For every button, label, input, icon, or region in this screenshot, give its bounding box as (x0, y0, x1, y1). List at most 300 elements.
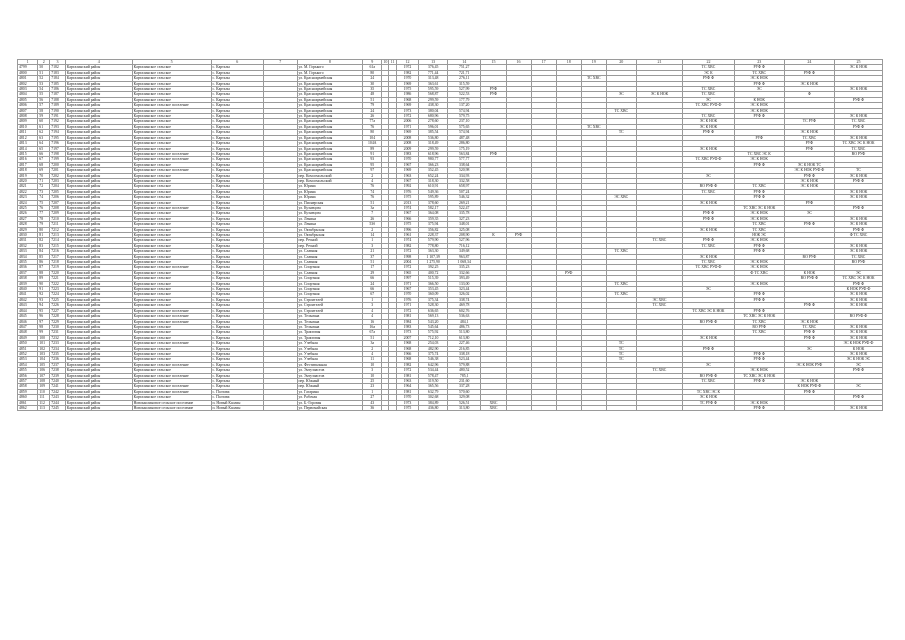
table-cell: 7221 (50, 276, 66, 281)
table-cell: 7200 (50, 162, 66, 167)
column-header: 6 (211, 60, 264, 65)
table-cell: 104 (38, 357, 50, 362)
table-cell: ул. Красноармейская (297, 76, 363, 81)
table-cell: 68 (38, 162, 50, 167)
table-cell: 108 (38, 378, 50, 383)
table-cell: ТС ХВС ЭС К НОК (734, 205, 784, 210)
table-cell: Карталинский район (65, 341, 132, 346)
table-cell: 48 (363, 92, 382, 97)
table-cell: Карталинское сельское (132, 287, 211, 292)
table-cell: Карталинский район (65, 189, 132, 194)
table-cell: 1 068,34 (447, 260, 480, 265)
table-cell: ЭС К НОК (683, 119, 734, 124)
table-cell: 58 (38, 108, 50, 113)
table-cell: 522,47 (447, 205, 480, 210)
table-cell: 480,52 (447, 368, 480, 373)
table-cell: 315,59 (447, 81, 480, 86)
table-cell: ЭС К НОК (834, 406, 882, 411)
table-cell: ул. Кузнецова (297, 211, 363, 216)
table-cell: 578,47 (419, 373, 448, 378)
table-cell: 137,20 (447, 103, 480, 108)
table-cell: Карталинский район (65, 114, 132, 119)
table-cell: 89 (38, 276, 50, 281)
table-cell: 526,51 (447, 400, 480, 405)
table-cell: 269,21 (447, 200, 480, 205)
table-cell: 4825 (18, 205, 38, 210)
table-cell: ВО РУФ (734, 324, 784, 329)
table-cell: РУФ Ф (734, 114, 784, 119)
table-cell: 59 (38, 114, 50, 119)
table-cell: Карталинский район (65, 351, 132, 356)
table-cell: 2007 (396, 335, 419, 340)
table-cell: с. Карталы (211, 119, 264, 124)
table-cell: 4860 (18, 395, 38, 400)
table-cell: 133,00 (447, 281, 480, 286)
table-cell: Карталинское сельское поселение (132, 265, 211, 270)
table-cell: Карталинское сельское (132, 368, 211, 373)
table-cell: Карталинское сельское (132, 119, 211, 124)
table-cell: 95 (363, 162, 382, 167)
table-cell: ул. Юрина (297, 184, 363, 189)
table-cell: ЭС К НОК (834, 330, 882, 335)
table-cell: ЭС К НОК (834, 297, 882, 302)
table-cell: Карталинский район (65, 103, 132, 108)
table-cell: 7225 (50, 297, 66, 302)
table-cell: РУФ (481, 92, 506, 97)
table-cell: ЭС К НОК (834, 292, 882, 297)
table-cell: с. Карталы (211, 87, 264, 92)
table-cell: ВО РУФ Ф (683, 319, 734, 324)
table-cell: ЭС (834, 362, 882, 367)
table-cell: ул. Спортная (297, 287, 363, 292)
table-cell: 527,96 (447, 238, 480, 243)
table-cell: 4803 (18, 87, 38, 92)
table-cell: 4 (363, 351, 382, 356)
table-cell: с. Карталы (211, 146, 264, 151)
table-cell: ул. Красноармейская (297, 119, 363, 124)
table-cell: 7203 (50, 178, 66, 183)
table-cell: Карталинское сельское (132, 216, 211, 221)
table-cell: ЭС К НОК (683, 395, 734, 400)
table-cell: Карталинский район (65, 168, 132, 173)
table-cell: Карталинское сельское (132, 87, 211, 92)
table-cell: Карталинский район (65, 303, 132, 308)
table-cell: пер. Южный (297, 384, 363, 389)
table-cell: 4827 (18, 216, 38, 221)
table-cell: РУФ Ф (683, 216, 734, 221)
table-cell: с. Карталы (211, 141, 264, 146)
table-cell: 4813 (18, 141, 38, 146)
table-cell: 55 (38, 92, 50, 97)
table-cell: РУФ Ф (834, 281, 882, 286)
table-cell: ул. Красноармейская (297, 114, 363, 119)
table-cell: 337,28 (447, 384, 480, 389)
table-cell: 7236 (50, 357, 66, 362)
table-cell: 4855 (18, 368, 38, 373)
table-cell: Карталинский район (65, 384, 132, 389)
table-cell: ЭС К НОК РУФ (784, 362, 834, 367)
table-cell: с. Карталы (211, 330, 264, 335)
table-cell: 7190 (50, 108, 66, 113)
table-cell: ЭС К НОК РУФ Ф (784, 168, 834, 173)
table-cell: Карталинский район (65, 281, 132, 286)
table-cell: Карталинский район (65, 146, 132, 151)
table-cell: 7182 (50, 65, 66, 70)
table-cell: 4850 (18, 341, 38, 346)
table-cell: ул. Учебная (297, 351, 363, 356)
table-cell: 7241 (50, 384, 66, 389)
table-cell: Ф ТС ХВС (734, 270, 784, 275)
table-cell: ул. Пионерская (297, 200, 363, 205)
table-cell: ТС ХВС ЭС К (683, 389, 734, 394)
table-cell: 392,25 (419, 265, 448, 270)
table-cell: Карталинское сельское (132, 243, 211, 248)
table-cell: 86 (38, 260, 50, 265)
table-cell: с. Карталы (211, 233, 264, 238)
table-cell: 69 (38, 168, 50, 173)
table-cell: ТС РУФ Ф (683, 400, 734, 405)
table-cell (784, 406, 834, 411)
table-cell: 64 (38, 141, 50, 146)
table-cell: ТС ХВС (606, 108, 636, 113)
table-cell: 35 (363, 87, 382, 92)
table-cell: 25 (363, 378, 382, 383)
table-cell: ТС ХВС ЭС К НОК (734, 373, 784, 378)
table-cell: с. Карталы (211, 114, 264, 119)
table-cell: РУФ Ф (834, 178, 882, 183)
table-cell: ТС ХВС (606, 292, 636, 297)
table-cell: ул. Красноармейская (297, 130, 363, 135)
table-cell: 7210 (50, 216, 66, 221)
table-cell: 4853 (18, 357, 38, 362)
table-cell: 1981 (396, 373, 419, 378)
table-cell: ТС ХВС (683, 243, 734, 248)
table-cell: РУФ Ф (734, 357, 784, 362)
column-header: 13 (419, 60, 448, 65)
table-cell: Карталинское сельское (132, 92, 211, 97)
table-cell: п. Новый Каолин (211, 406, 264, 411)
table-cell: Карталинское сельское (132, 346, 211, 351)
table-cell: 7219 (50, 265, 66, 270)
table-cell: ЭС К НОК (834, 87, 882, 92)
table-cell (531, 406, 556, 411)
table-cell: 11 (363, 357, 382, 362)
table-cell: 4826 (18, 211, 38, 216)
table-cell: РУФ (784, 200, 834, 205)
table-cell: 1998 (396, 254, 419, 259)
table-cell: 85 (38, 254, 50, 259)
table-cell: 17 (363, 265, 382, 270)
table-cell: РУФ Ф (784, 222, 834, 227)
table-cell: 112 (38, 400, 50, 405)
table-cell: ЭС К НОК (784, 178, 834, 183)
table-cell: 4835 (18, 260, 38, 265)
table-cell: 610,91 (419, 184, 448, 189)
table-cell: 384,89 (419, 400, 448, 405)
table-cell: 980,77 (419, 157, 448, 162)
table-cell: К НОК (784, 270, 834, 275)
table-row (18, 406, 883, 411)
table-cell: с. Карталы (211, 308, 264, 313)
table-cell: Карталинский район (65, 205, 132, 210)
table-cell: 54 (38, 87, 50, 92)
table-cell: Карталинское сельское (132, 227, 211, 232)
table-cell: 4848 (18, 330, 38, 335)
table-cell: 7195 (50, 135, 66, 140)
table-cell: Карталинское сельское поселение (132, 341, 211, 346)
table-cell: 4851 (18, 346, 38, 351)
table-cell: ТС ХВС (784, 135, 834, 140)
table-cell: РУФ (556, 270, 581, 275)
column-header: 12 (396, 60, 419, 65)
table-cell: 3а (363, 205, 382, 210)
table-cell: 338,74 (447, 297, 480, 302)
table-cell: ул. Спортная (297, 281, 363, 286)
table-cell: Карталинский район (65, 319, 132, 324)
table-cell: ХВС (481, 400, 506, 405)
table-cell: 785,1 (447, 373, 480, 378)
table-cell: ЭС К НОК (734, 281, 784, 286)
table-cell: 1997 (396, 276, 419, 281)
table-cell: 1966 (396, 216, 419, 221)
table-cell: с. Карталы (211, 184, 264, 189)
table-cell (581, 406, 606, 411)
table-cell: ТС ХВС ЭС К НОК (683, 308, 734, 313)
table-cell (606, 406, 636, 411)
table-cell: с. Карталы (211, 346, 264, 351)
table-cell: РУФ Ф (834, 227, 882, 232)
table-cell: с. Карталы (211, 108, 264, 113)
table-cell: ул. Тельмана (297, 319, 363, 324)
table-cell: ЭС К НОК (834, 222, 882, 227)
table-cell: 7216 (50, 249, 66, 254)
table-cell: Карталинский район (65, 119, 132, 124)
table-cell: 7235 (50, 351, 66, 356)
table-cell: ТС ХВС (636, 303, 683, 308)
table-cell: 582,17 (419, 205, 448, 210)
table-cell: Карталинский район (65, 233, 132, 238)
table-cell: с. Карталы (211, 362, 264, 367)
table-cell: с. Карталы (211, 373, 264, 378)
table-cell: 1968 (396, 97, 419, 102)
table-cell: 327,23 (447, 216, 480, 221)
table-cell: 4804 (18, 92, 38, 97)
table-cell: ул. Славная (297, 260, 363, 265)
table-cell: 1973 (396, 108, 419, 113)
table-cell: ЭС К НОК (834, 173, 882, 178)
table-cell: РУФ (784, 141, 834, 146)
table-cell: 313,80 (447, 406, 480, 411)
table-cell: 486,73 (447, 324, 480, 329)
table-cell: 543,20 (419, 319, 448, 324)
table-cell: Карталинское сельское поселение (132, 157, 211, 162)
table-cell: 106 (38, 368, 50, 373)
table-cell: ул. Ленина (297, 216, 363, 221)
table-cell: ЭС К НОК (834, 65, 882, 70)
table-cell: ЭС К НОК (784, 184, 834, 189)
table-cell: 7193 (50, 124, 66, 129)
table-cell: Карталинское сельское (132, 238, 211, 243)
table-cell: 356,82 (419, 227, 448, 232)
table-cell: 66 (38, 151, 50, 156)
table-cell: 318,49 (419, 141, 448, 146)
table-cell: К НОК РУФ Ф (784, 384, 834, 389)
table-cell: с. Карталы (211, 297, 264, 302)
table-cell: 7240 (50, 378, 66, 383)
table-cell: Новокаолиновое сельское поселение (132, 406, 211, 411)
table-cell: 104 (363, 135, 382, 140)
table-cell: Карталинский район (65, 260, 132, 265)
table-cell: 569,13 (419, 314, 448, 319)
table-cell: 546,38 (419, 357, 448, 362)
table-cell: Карталинский район (65, 200, 132, 205)
table-cell: ул. Трактовая (297, 330, 363, 335)
table-cell: 16 (363, 319, 382, 324)
table-cell: 523,44 (447, 357, 480, 362)
table-cell: 4841 (18, 292, 38, 297)
table-cell: 1971 (396, 124, 419, 129)
table-cell: Карталинский район (65, 308, 132, 313)
table-cell: с. Карталы (211, 189, 264, 194)
table-cell: Карталинское сельское поселение (132, 103, 211, 108)
table-cell: пер. Речной (297, 238, 363, 243)
table-cell: РУФ Ф (834, 368, 882, 373)
table-cell: 546,32 (447, 195, 480, 200)
table-cell: 4799 (18, 65, 38, 70)
table-cell: с. Карталы (211, 168, 264, 173)
table-cell: 2006 (396, 119, 419, 124)
table-cell: ул. Славная (297, 249, 363, 254)
table-cell: с. Карталы (211, 265, 264, 270)
table-cell: Карталинское сельское (132, 130, 211, 135)
table-cell: Карталинский район (65, 173, 132, 178)
table-cell: 522,53 (447, 92, 480, 97)
table-cell: Карталинский район (65, 124, 132, 129)
table-cell: РУФ (481, 87, 506, 92)
table-cell: Карталинское сельское (132, 141, 211, 146)
table-cell (264, 406, 297, 411)
table-cell: 7213 (50, 233, 66, 238)
table-cell: Карталинское сельское (132, 108, 211, 113)
table-cell: ЭС К НОК (683, 254, 734, 259)
table-cell: Карталинское сельское (132, 324, 211, 329)
table-cell: 4857 (18, 378, 38, 383)
table-cell: 4849 (18, 335, 38, 340)
table-cell: 77 (38, 211, 50, 216)
table-cell: Карталинский район (65, 249, 132, 254)
table-cell: НОК ЭС (734, 233, 784, 238)
table-cell: Карталинский район (65, 324, 132, 329)
table-cell: 602,76 (447, 308, 480, 313)
table-cell: ЭС К НОК ЭС (834, 357, 882, 362)
table-cell: 7228 (50, 314, 66, 319)
table-cell: 1968 (396, 357, 419, 362)
table-cell: 7243 (50, 395, 66, 400)
table-cell: 7198 (50, 151, 66, 156)
table-cell: РУФ Ф (784, 330, 834, 335)
table-cell: ЭС К НОК (834, 195, 882, 200)
table-cell: 7212 (50, 227, 66, 232)
table-cell: ЭС К НОК (734, 157, 784, 162)
table-cell: Карталинский район (65, 162, 132, 167)
table-cell: Карталинский район (65, 406, 132, 411)
table-cell: ул. Красноармейская (297, 157, 363, 162)
table-cell: 549,36 (419, 189, 448, 194)
table-cell: 4823 (18, 195, 38, 200)
table-cell: 1 107,39 (419, 254, 448, 259)
table-cell: ул. Славная (297, 254, 363, 259)
table-cell: Карталинский район (65, 184, 132, 189)
table-cell: Карталинское сельское (132, 124, 211, 129)
table-cell: 7189 (50, 103, 66, 108)
table-cell: 4844 (18, 308, 38, 313)
table-cell: ТС ХВС (636, 368, 683, 373)
table-cell: Карталинское сельское (132, 303, 211, 308)
table-cell: 712,10 (419, 335, 448, 340)
table-cell: 1 275,90 (419, 260, 448, 265)
table-cell: Карталинское сельское (132, 292, 211, 297)
table-cell: ЭС К НОК (734, 103, 784, 108)
table-cell: ЭС К НОК (834, 216, 882, 221)
table-cell: с. Карталы (211, 97, 264, 102)
column-header: 21 (636, 60, 683, 65)
table-cell: 65 (38, 146, 50, 151)
table-cell: 376,45 (419, 65, 448, 70)
table-cell: Карталинское сельское (132, 357, 211, 362)
table-cell (506, 406, 531, 411)
table-cell: 1967 (396, 287, 419, 292)
table-cell: 302,68 (419, 395, 448, 400)
table-cell: ЭС (683, 173, 734, 178)
table-cell: 778,80 (419, 243, 448, 248)
table-cell: 4 (363, 314, 382, 319)
table-cell: 1984 (396, 319, 419, 324)
table-cell: 595,59 (419, 87, 448, 92)
table-cell: РУФ Ф (784, 335, 834, 340)
table-cell: 51 (363, 335, 382, 340)
table-cell: ЭС К НОК (683, 124, 734, 129)
table-cell: ЭС (683, 287, 734, 292)
table-cell: ТС ХВС (734, 227, 784, 232)
table-cell: Карталинское сельское (132, 195, 211, 200)
table-cell: ул. Б.-Горовая (297, 400, 363, 405)
table-cell: 352,45 (419, 168, 448, 173)
table-cell: 1972 (396, 265, 419, 270)
table-cell: 254,03 (419, 341, 448, 346)
table-cell: 513,80 (447, 330, 480, 335)
table-cell: 332,58 (447, 178, 480, 183)
table-cell: 963,87 (447, 254, 480, 259)
table-cell: ТС ХВС (683, 114, 734, 119)
table-cell: ВО РУФ Ф (683, 373, 734, 378)
table-cell: 771,44 (419, 70, 448, 75)
table-cell: 1981 (396, 389, 419, 394)
table-cell: 4842 (18, 297, 38, 302)
table-cell: 7224 (50, 292, 66, 297)
table-cell: с. Карталы (211, 195, 264, 200)
table-cell: 10 (363, 373, 382, 378)
table-cell: 7186 (50, 87, 66, 92)
table-cell: 7234 (50, 346, 66, 351)
table-cell: с. Карталы (211, 314, 264, 319)
table-cell: 7206 (50, 195, 66, 200)
table-cell: ул. Спортная (297, 292, 363, 297)
table-cell: ул. Красноармейская (297, 141, 363, 146)
column-header: 22 (683, 60, 734, 65)
table-cell: ТС ХВС (683, 260, 734, 265)
table-cell: 1967 (396, 178, 419, 183)
table-cell: Карталинский район (65, 87, 132, 92)
